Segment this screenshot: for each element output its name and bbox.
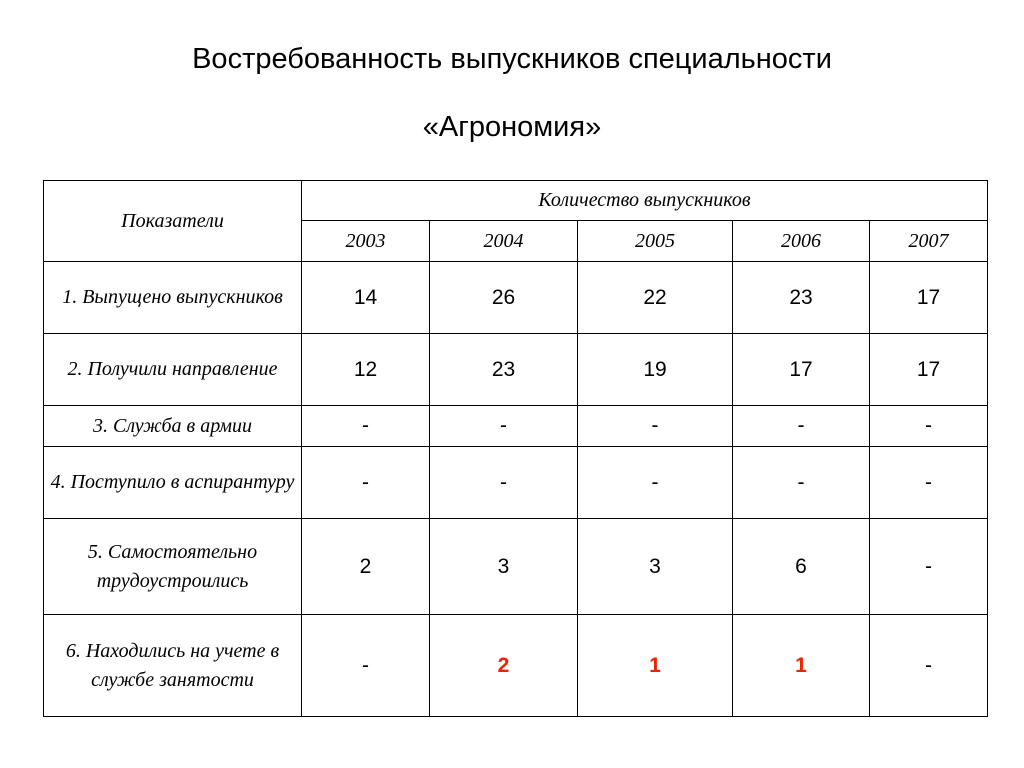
year-2005: 2005 bbox=[578, 221, 733, 262]
cell-value: - bbox=[578, 447, 733, 519]
page-title-line-1: Востребованность выпускников специальности bbox=[192, 43, 832, 75]
cell-value: 17 bbox=[870, 262, 988, 334]
row-label: 4. Поступило в аспирантуру bbox=[44, 447, 302, 519]
row-label: 2. Получили направление bbox=[44, 334, 302, 406]
cell-value: 19 bbox=[578, 334, 733, 406]
header-indicators: Показатели bbox=[44, 181, 302, 262]
year-2004: 2004 bbox=[430, 221, 578, 262]
row-label: 5. Самостоятельно трудоустроились bbox=[44, 519, 302, 615]
cell-value: - bbox=[733, 406, 870, 447]
cell-value: - bbox=[302, 406, 430, 447]
cell-value: 26 bbox=[430, 262, 578, 334]
cell-value: - bbox=[430, 447, 578, 519]
cell-value: 3 bbox=[578, 519, 733, 615]
table-header-row bbox=[44, 181, 988, 221]
cell-value: - bbox=[733, 447, 870, 519]
table-row-employment-service bbox=[44, 615, 988, 717]
row-label: 6. Находились на учете в службе занятости bbox=[44, 615, 302, 717]
cell-value: - bbox=[870, 447, 988, 519]
cell-value: - bbox=[870, 615, 988, 717]
table-row-released bbox=[44, 262, 988, 334]
cell-value: 3 bbox=[430, 519, 578, 615]
table-row-assigned bbox=[44, 334, 988, 406]
cell-value: - bbox=[870, 519, 988, 615]
row-label: 1. Выпущено выпускников bbox=[44, 262, 302, 334]
year-2007: 2007 bbox=[870, 221, 988, 262]
cell-value: - bbox=[302, 615, 430, 717]
table-row-postgraduate bbox=[44, 447, 988, 519]
header-graduates-count: Количество выпускников bbox=[302, 181, 988, 221]
cell-value-highlighted: 1 bbox=[578, 615, 733, 717]
row-label: 3. Служба в армии bbox=[44, 406, 302, 447]
year-2006: 2006 bbox=[733, 221, 870, 262]
year-2003: 2003 bbox=[302, 221, 430, 262]
cell-value: 14 bbox=[302, 262, 430, 334]
cell-value: - bbox=[870, 406, 988, 447]
cell-value: - bbox=[578, 406, 733, 447]
graduates-table bbox=[43, 180, 988, 717]
cell-value: 12 bbox=[302, 334, 430, 406]
cell-value-highlighted: 1 bbox=[733, 615, 870, 717]
cell-value: 23 bbox=[733, 262, 870, 334]
table-row-self-employed bbox=[44, 519, 988, 615]
cell-value: 17 bbox=[870, 334, 988, 406]
cell-value: 23 bbox=[430, 334, 578, 406]
cell-value-highlighted: 2 bbox=[430, 615, 578, 717]
cell-value: - bbox=[302, 447, 430, 519]
cell-value: - bbox=[430, 406, 578, 447]
cell-value: 22 bbox=[578, 262, 733, 334]
cell-value: 2 bbox=[302, 519, 430, 615]
cell-value: 6 bbox=[733, 519, 870, 615]
table-row-army bbox=[44, 406, 988, 447]
page-title-line-2: «Агрономия» bbox=[422, 111, 602, 143]
cell-value: 17 bbox=[733, 334, 870, 406]
